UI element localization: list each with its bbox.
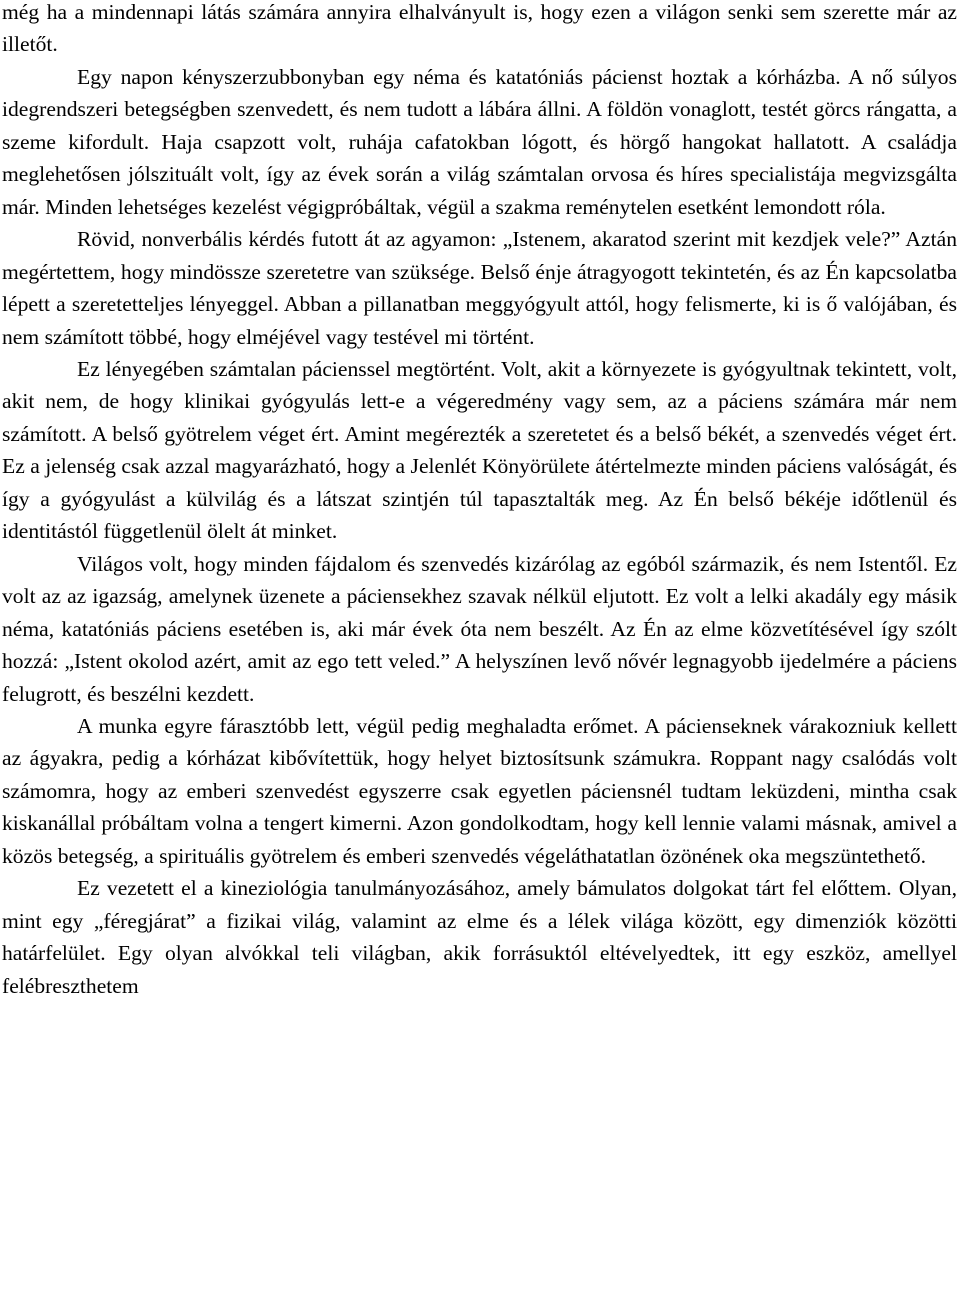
paragraph-catatonic-patient: Egy napon kényszerzubbonyban egy néma és katatóniás pácienst hoztak a kórházba. A nő súlyos idegrendszeri betegségben szenvedett, és nem tudott a lábára állni. A földön vonaglott, testét görcs rángatta, a szeme kifordult. Haja csapzott volt, ruhája cafatokban lógott, és hörgő hangokat hallatott. A családja meglehetősen jólszituált volt, így az évek során a világ számtalan orvosa és híres specialistája megvizsgálta már. Minden lehetséges kezelést végigpróbáltak, végül a szakma reménytelen esetként lemondott róla. bbox=[2, 64, 957, 219]
paragraph-many-patients: Ez lényegében számtalan pácienssel megtörtént. Volt, akit a környezete is gyógyultnak tekintett, volt, akit nem, de hogy klinikai gyógyulás lett-e a végeredmény vagy sem, az a páciens számára már nem számított. A belső gyötrelem véget ért. Amint megérezték a szeretetet és a belső békét, a szenvedés véget ért. Ez a jelenség csak azzal magyarázható, hogy a Jelenlét Könyörülete átértelmezte minden páciens valóságát, és így a gyógyulást a külvilág és a látszat szintjén túl tapasztalták meg. Az Én belső békéje időtlenül és identitástól függetlenül ölelt át minket. bbox=[2, 356, 957, 544]
paragraph-kinesiology: Ez vezetett el a kineziológia tanulmányozásához, amely bámulatos dolgokat tárt fel előttem. Olyan, mint egy „féregjárat” a fizikai világ, valamint az elme és a lélek világa között, egy dimenziók közötti határfelület. Egy olyan alvókkal teli világban, akik forrásuktól eltévelyedtek, itt egy eszköz, amellyel felébreszthetem bbox=[2, 876, 957, 998]
paragraph-question: Rövid, nonverbális kérdés futott át az agyamon: „Istenem, akaratod szerint mit kezdjek vele?” Aztán megértettem, hogy mindössze szeretetre van szüksége. Belső énje átragyogott tekintetén, és az Én kapcsolatba lépett a szeretetteljes lényeggel. Abban a pillanatban meggyógyult attól, hogy felismerte, ki is ő valójában, és nem számított többé, hogy elméjével vagy testével mi történt. bbox=[2, 227, 957, 349]
paragraph-continuation: még ha a mindennapi látás számára annyira elhalványult is, hogy ezen a világon senki sem szerette már az illetőt. bbox=[2, 0, 957, 57]
paragraph-exhausting-work: A munka egyre fárasztóbb lett, végül pedig meghaladta erőmet. A pácienseknek várakozniuk kellett az ágyakra, pedig a kórházat kibővítettük, hogy helyet biztosítsunk számukra. Roppant nagy csalódás volt számomra, hogy az emberi szenvedést egyszerre csak egyetlen páciensnél tudtam leküzdeni, mintha csak kiskanállal próbáltam volna a tengert kimerni. Azon gondolkodtam, hogy kell lennie valami másnak, amivel a közös betegség, a spirituális gyötrelem és emberi szenvedés végeláthatatlan özönének oka megszüntethető. bbox=[2, 713, 957, 868]
paragraph-ego-suffering: Világos volt, hogy minden fájdalom és szenvedés kizárólag az egóból származik, és nem Istentől. Ez volt az az igazság, amelynek üzenete a páciensekhez szavak nélkül eljutott. Ez volt a lelki akadály egy másik néma, katatóniás páciens esetében is, aki már évek óta nem beszélt. Az Én az elme közvetítésével így szólt hozzá: „Istent okolod azért, amit az ego tett veled.” A helyszínen levő nővér legnagyobb ijedelmére a páciens felugrott, és beszélni kezdett. bbox=[2, 551, 957, 706]
